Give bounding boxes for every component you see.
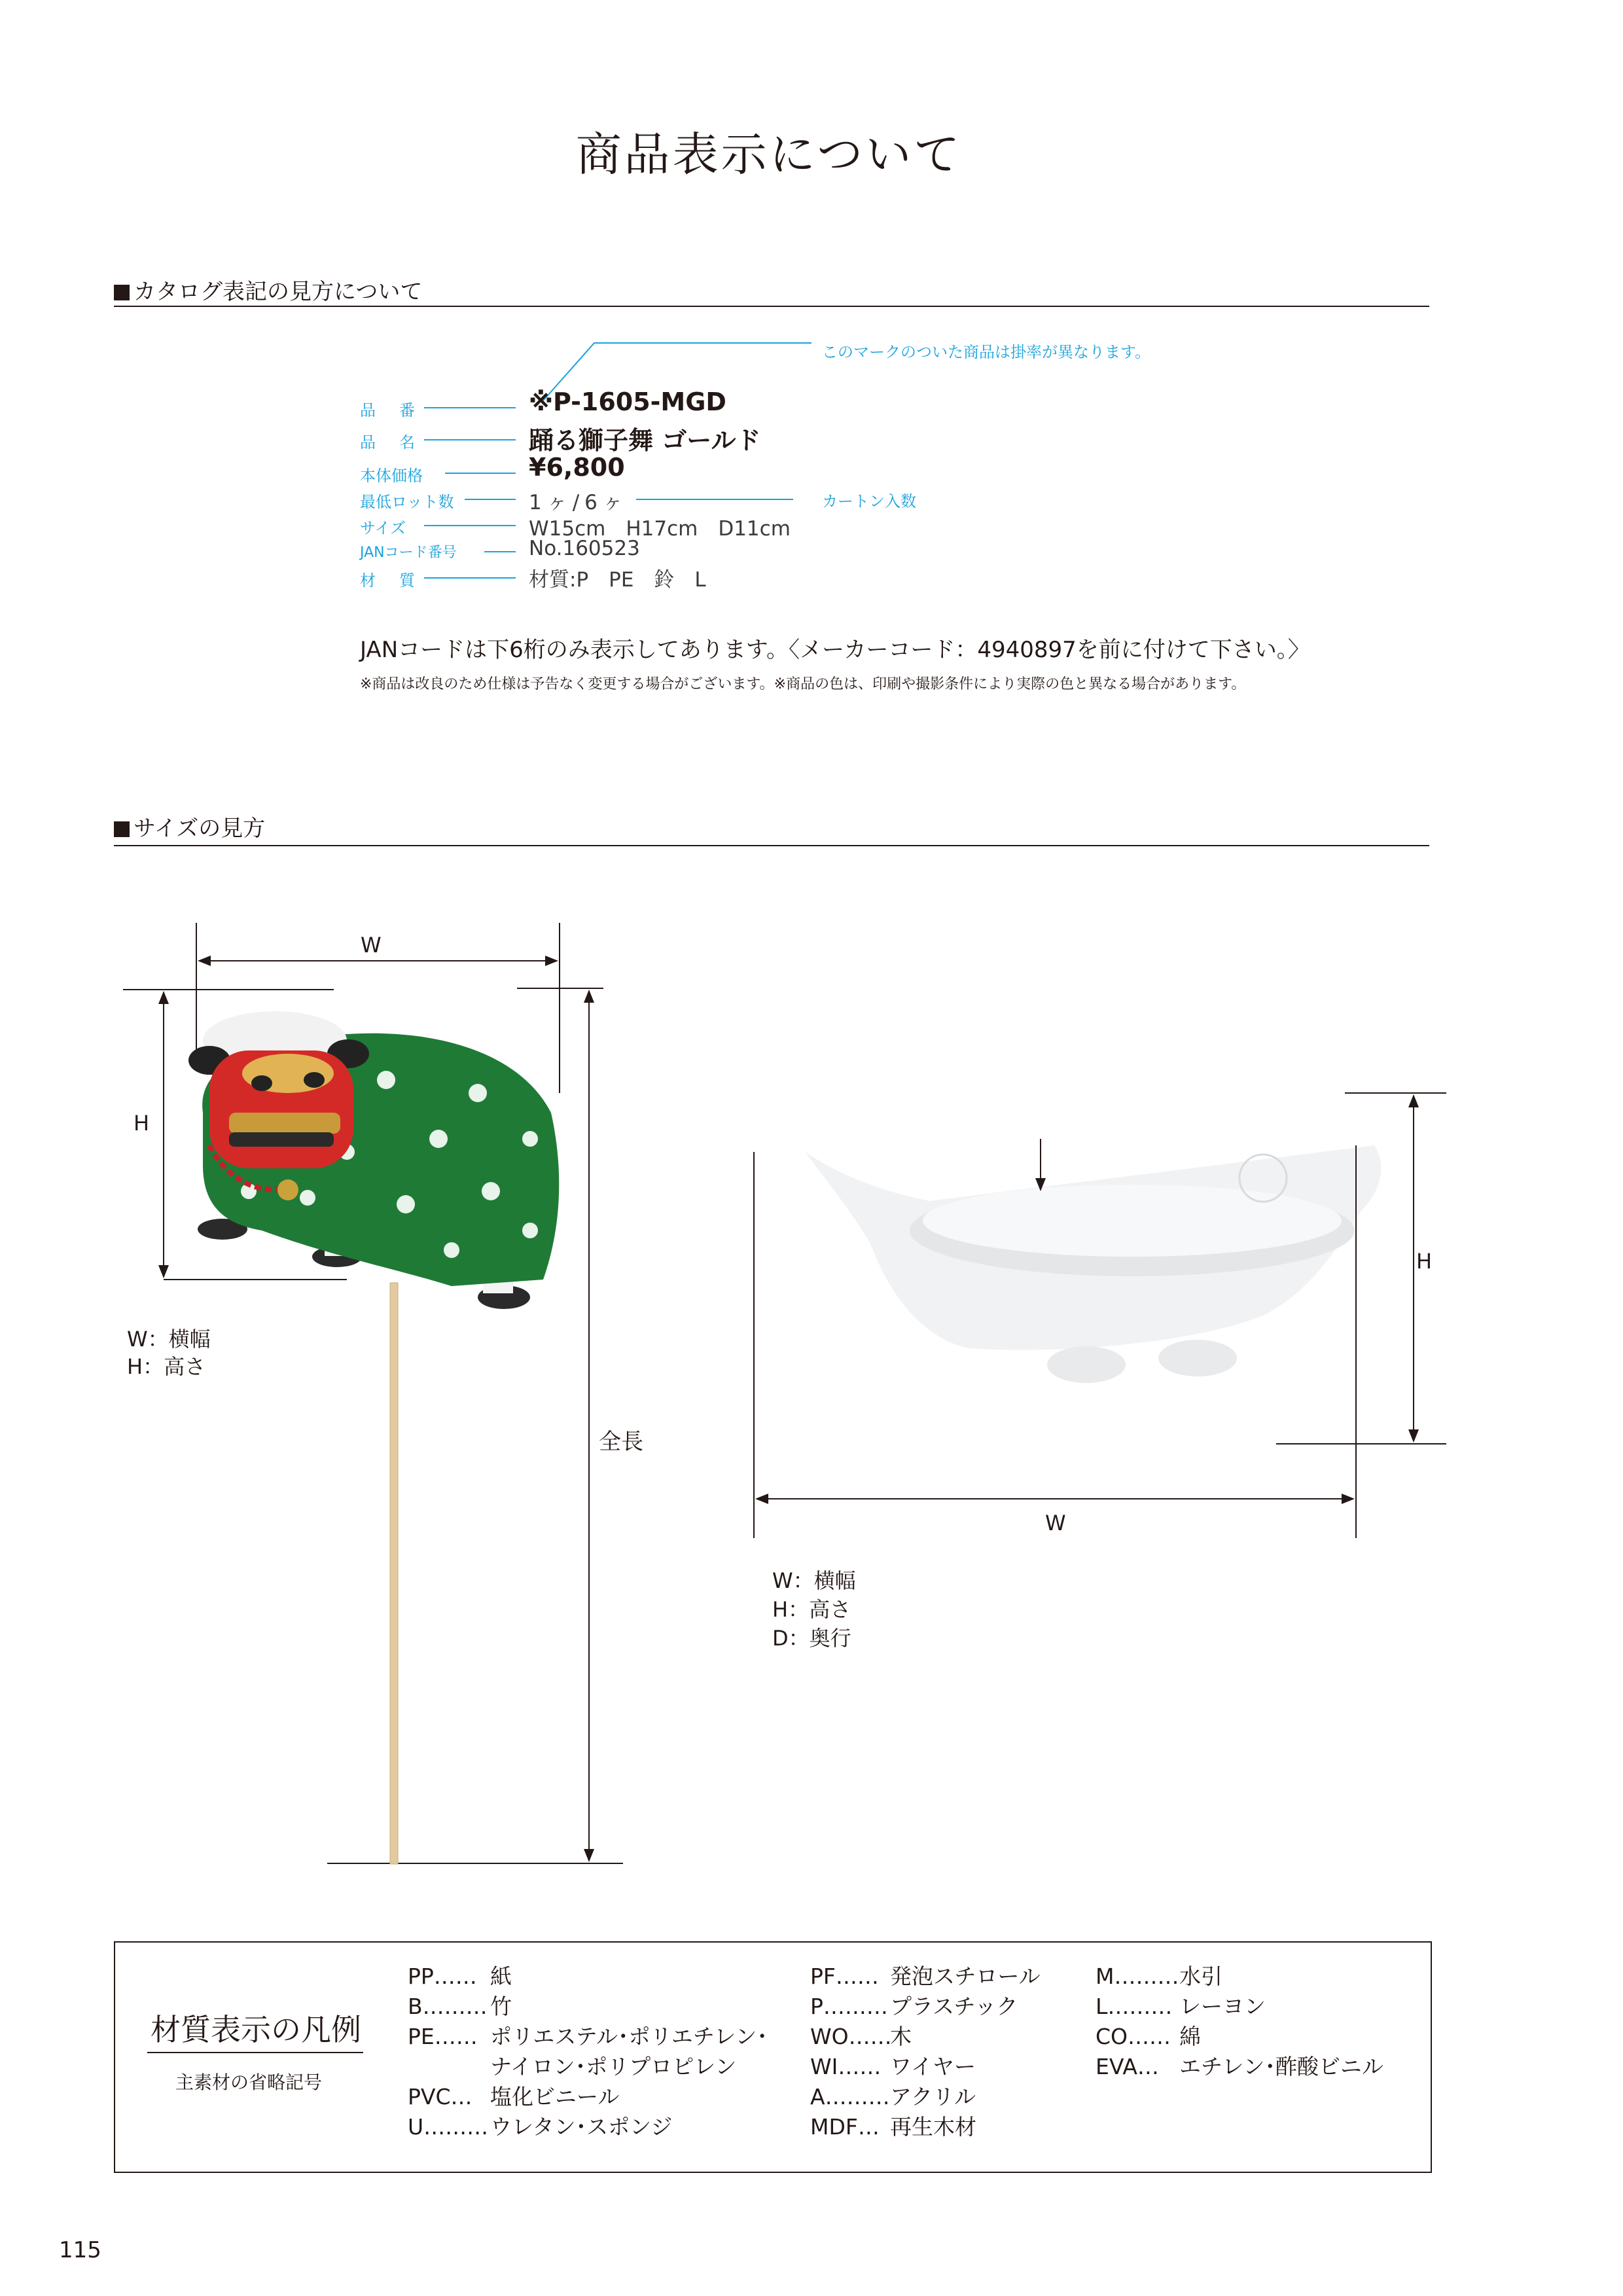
- right-h-label: H: [1416, 1249, 1433, 1274]
- label-jan: JANコード番号: [360, 545, 457, 561]
- material-item: L……… レーヨン: [1096, 1994, 1266, 2019]
- size-section-heading: [114, 810, 265, 842]
- label-dash: [484, 551, 516, 552]
- catalog-section-heading-text: カタログ表記の見方について: [134, 279, 423, 305]
- section-divider: [114, 845, 1429, 846]
- legend-title-rule: [147, 2052, 363, 2053]
- right-legend: [772, 1566, 856, 1653]
- mark-note: このマークのついた商品は掛率が異なります。: [822, 343, 1151, 361]
- size-section-heading-text: サイズの見方: [134, 816, 266, 842]
- material-column-1: [408, 1962, 768, 2142]
- total-length-label: 全長: [599, 1429, 643, 1455]
- carton-dash: [636, 499, 793, 500]
- legend-height: H：高さ: [772, 1597, 851, 1622]
- material-item: B……… 竹: [408, 1994, 512, 2019]
- material-item: P………プラスチック: [810, 1994, 1018, 2019]
- lion-dance-figure: [111, 916, 635, 1872]
- label-material: 材 質: [360, 571, 419, 590]
- min-lot: 1ヶ/6ヶ: [529, 491, 628, 514]
- page-number: 115: [59, 2237, 101, 2263]
- material-item: PF…… 発泡スチロール: [810, 1964, 1041, 1989]
- legend-width: W：横幅: [127, 1327, 211, 1352]
- right-w-label: W: [1045, 1511, 1066, 1535]
- product-number: ※P-1605-MGD: [529, 387, 726, 416]
- jan-number: No.160523: [529, 537, 640, 560]
- label-dash: [445, 473, 516, 474]
- label-product-name: 品 名: [360, 433, 419, 452]
- material-item: U………ウレタン･スポンジ: [408, 2114, 673, 2140]
- left-w-label: W: [361, 933, 382, 958]
- disclaimer: ※商品は改良のため仕様は予告なく変更する場合がございます。※商品の色は、印刷や撮影条件により実際の色と異なる場合があります。: [360, 676, 1246, 692]
- label-size: サイズ: [360, 519, 406, 537]
- material-item: PP…… 紙: [408, 1964, 512, 1989]
- legend-width: W：横幅: [772, 1568, 856, 1593]
- material-item: PVC… 塩化ビニール: [408, 2084, 620, 2109]
- material-column-2: [810, 1962, 1041, 2142]
- left-h-label: H: [134, 1111, 150, 1136]
- material-item: CO…… 綿: [1096, 2024, 1201, 2049]
- label-dash: [424, 439, 516, 440]
- product-price: ¥6,800: [529, 453, 625, 482]
- label-dash: [424, 525, 516, 526]
- material-item: A………アクリル: [810, 2084, 976, 2109]
- label-min-lot: 最低ロット数: [360, 493, 454, 511]
- label-dash: [424, 407, 516, 408]
- catalog-section-heading: [114, 274, 422, 306]
- material-item: ナイロン･ポリプロピレン: [490, 2054, 737, 2079]
- material-legend-title: 材質表示の凡例: [151, 2012, 361, 2047]
- carton-note: カートン入数: [822, 492, 916, 511]
- product-material: 材質:P PE 鈴 L: [529, 568, 706, 592]
- square-bullet-icon: [114, 285, 130, 300]
- product-name: 踊る獅子舞 ゴールド: [529, 426, 761, 455]
- label-price: 本体価格: [360, 467, 423, 485]
- section-divider: [114, 306, 1429, 307]
- material-item: EVA… エチレン･酢酸ビニル: [1096, 2054, 1384, 2079]
- material-item: WO……木: [810, 2024, 912, 2049]
- label-product-number: 品 番: [360, 401, 419, 420]
- square-bullet-icon: [114, 821, 130, 837]
- legend-height: H：高さ: [127, 1354, 206, 1379]
- left-legend: [127, 1325, 211, 1380]
- material-item: M………水引: [1096, 1964, 1222, 1989]
- material-item: PE…… ポリエステル･ポリエチレン･: [408, 2024, 768, 2049]
- page-title: 商品表示について: [575, 128, 963, 181]
- legend-depth: D：奥行: [772, 1626, 851, 1651]
- material-item: WI…… ワイヤー: [810, 2054, 976, 2079]
- product-size: W15cm H17cm D11cm: [529, 517, 791, 541]
- material-item: MDF… 再生木材: [810, 2114, 976, 2140]
- label-dash: [465, 499, 516, 500]
- label-dash: [424, 577, 516, 579]
- dish-figure: [740, 1080, 1466, 1558]
- material-column-3: [1096, 1962, 1383, 2082]
- jan-note: JANコードは下6桁のみ表示してあります。〈メーカーコード：4940897を前に付けて下さい。〉: [360, 637, 1310, 663]
- material-legend-subtitle: 主素材の省略記号: [175, 2072, 323, 2093]
